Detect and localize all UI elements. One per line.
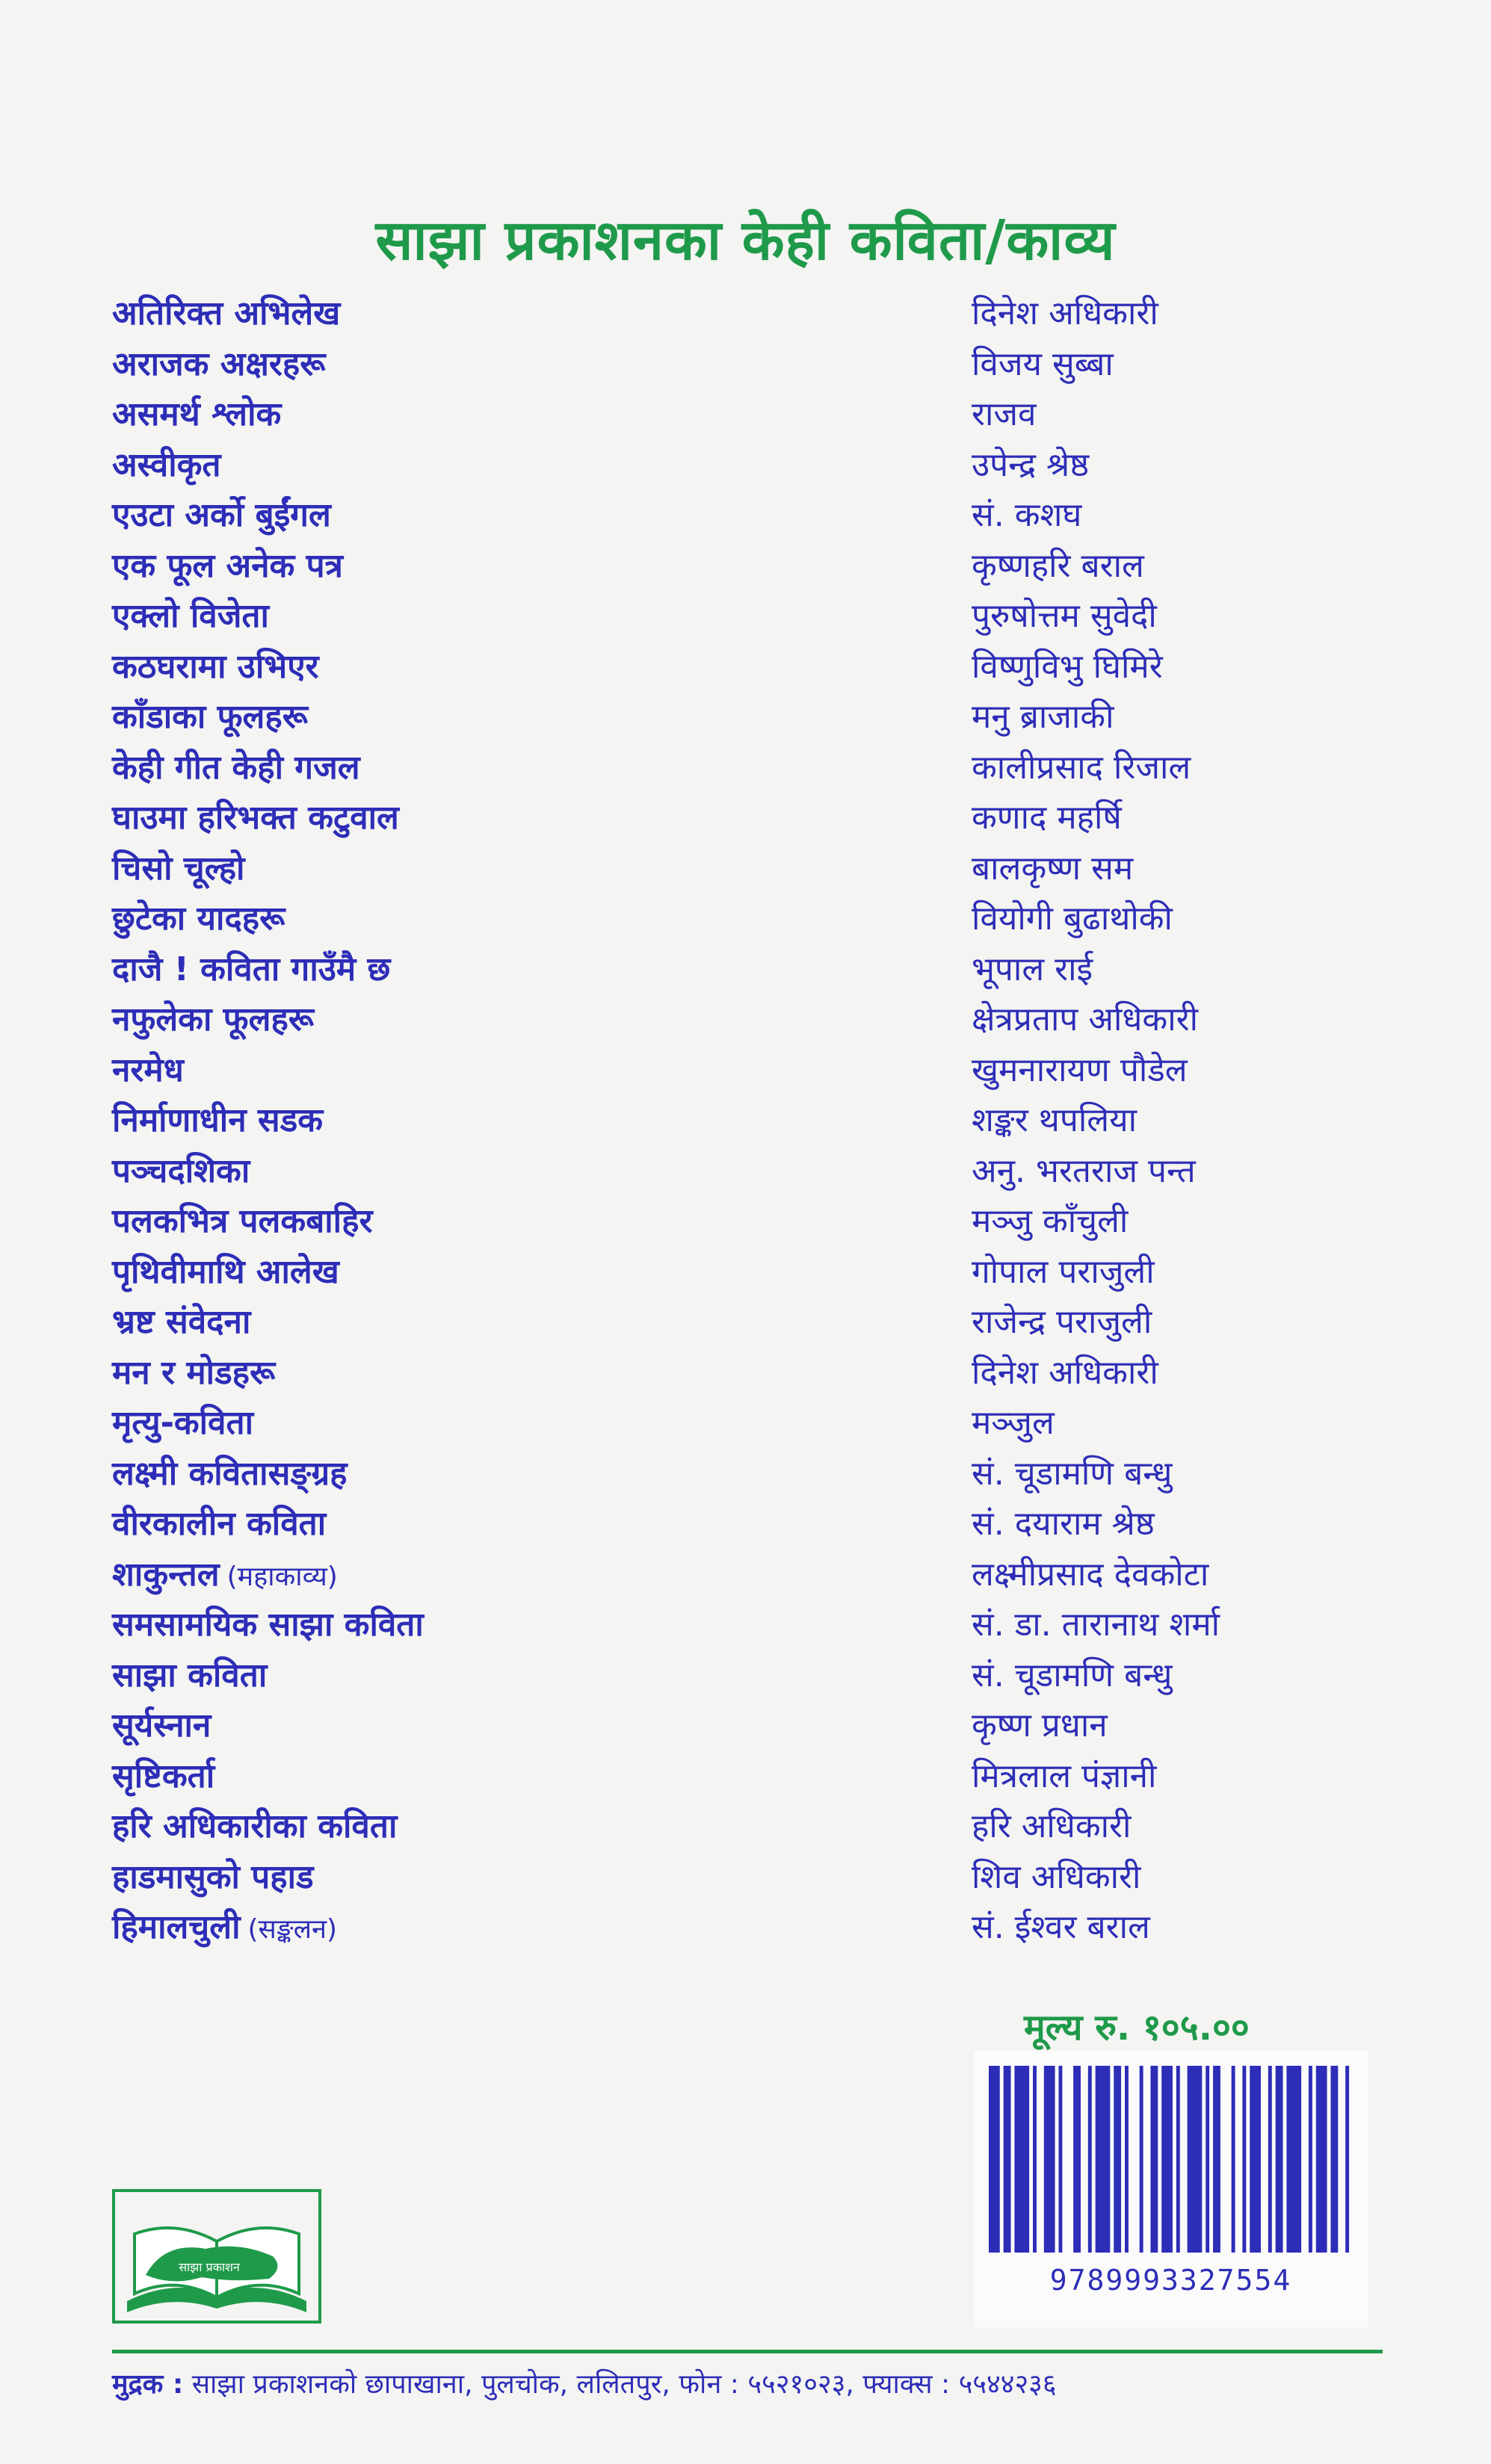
printer-info xyxy=(112,2365,1383,2401)
book-author: कणाद महर्षि xyxy=(972,799,1122,837)
book-row xyxy=(112,1553,1383,1603)
book-title-text: पृथिवीमाथि आलेख xyxy=(112,1252,339,1291)
book-title xyxy=(112,443,220,488)
book-title-text: छुटेका यादहरू xyxy=(112,900,285,938)
book-title xyxy=(112,1703,211,1748)
book-row xyxy=(112,1754,1383,1805)
book-title-text: अस्वीकृत xyxy=(112,445,221,484)
barcode-bar xyxy=(1213,2066,1220,2253)
book-title-text: शाकुन्तल xyxy=(112,1555,220,1594)
barcode-bar xyxy=(1309,2066,1312,2253)
book-author: विष्णुविभु घिमिरे xyxy=(972,647,1163,686)
book-author: सं. दयाराम श्रेष्ठ xyxy=(972,1505,1155,1543)
barcode-bars xyxy=(989,2066,1353,2268)
book-title xyxy=(112,1300,250,1345)
book-title-text: नरमेध xyxy=(112,1050,184,1089)
book-title xyxy=(112,1653,267,1698)
book-title-text: लक्ष्मी कवितासङ्ग्रह xyxy=(112,1454,348,1493)
barcode-bar xyxy=(989,2066,1000,2253)
book-title xyxy=(112,1452,348,1496)
book-author: मित्रलाल पंज्ञानी xyxy=(972,1756,1157,1795)
book-title-text: साझा कविता xyxy=(112,1656,268,1694)
book-title xyxy=(112,544,343,589)
barcode-bar xyxy=(1044,2066,1055,2253)
book-row xyxy=(112,1603,1383,1653)
footer-divider xyxy=(112,2350,1383,2353)
book-author: हरि अधिकारी xyxy=(972,1807,1132,1845)
book-title-text: कठघरामा उभिएर xyxy=(112,647,319,686)
book-row xyxy=(112,291,1383,342)
book-note: (महाकाव्य) xyxy=(226,1561,338,1592)
book-author: दिनेश अधिकारी xyxy=(972,294,1158,332)
barcode-bar xyxy=(1140,2066,1143,2253)
book-title-text: हिमालचुली xyxy=(112,1908,241,1946)
book-title xyxy=(112,897,285,941)
printer-label: मुद्रक : xyxy=(112,2369,184,2400)
book-title-text: पलकभित्र पलकबाहिर xyxy=(112,1202,373,1240)
book-author: कालीप्रसाद रिजाल xyxy=(972,748,1191,787)
book-title xyxy=(112,1098,323,1143)
book-title xyxy=(112,695,308,740)
book-title-text: असमर्थ श्लोक xyxy=(112,395,282,433)
book-title xyxy=(112,1149,250,1194)
book-title xyxy=(112,342,325,387)
barcode-bar xyxy=(1242,2066,1246,2253)
book-row xyxy=(112,1401,1383,1452)
book-title-text: भ्रष्ट संवेदना xyxy=(112,1303,251,1341)
barcode-bar xyxy=(1232,2066,1235,2253)
book-title-text: घाउमा हरिभक्त कटुवाल xyxy=(112,799,399,837)
book-row xyxy=(112,443,1383,494)
book-title-text: हाडमासुको पहाड xyxy=(112,1857,314,1896)
book-title-text: अतिरिक्त अभिलेख xyxy=(112,294,341,332)
book-author: उपेन्द्र श्रेष्ठ xyxy=(972,445,1090,484)
book-row xyxy=(112,1703,1383,1754)
book-row xyxy=(112,1149,1383,1200)
book-title xyxy=(112,392,281,437)
book-author: वियोगी बुढाथोकी xyxy=(972,900,1173,938)
book-title-text: समसामयिक साझा कविता xyxy=(112,1606,424,1644)
book-title-text: मन र मोडहरू xyxy=(112,1353,276,1392)
book-title xyxy=(112,846,244,891)
book-title-text: पञ्चदशिका xyxy=(112,1151,250,1190)
barcode-bar xyxy=(1088,2066,1092,2253)
barcode-bar xyxy=(1058,2066,1062,2253)
publisher-logo-icon xyxy=(112,2189,321,2324)
book-author: कृष्णहरि बराल xyxy=(972,546,1144,585)
book-title-text: एक्लो विजेता xyxy=(112,597,269,635)
book-title xyxy=(112,291,340,336)
barcode-bar xyxy=(1096,2066,1111,2253)
book-title-text: सृष्टिकर्ता xyxy=(112,1756,215,1795)
book-row xyxy=(112,392,1383,443)
book-author: मञ्जुल xyxy=(972,1404,1055,1442)
book-row xyxy=(112,1502,1383,1553)
book-title xyxy=(112,1401,253,1446)
barcode-bar xyxy=(1276,2066,1283,2253)
printer-details: साझा प्रकाशनको छापाखाना, पुलचोक, ललितपुर, फोन : ५५२१०२३, फ्याक्स : ५५४४२३६ xyxy=(191,2369,1057,2400)
book-row xyxy=(112,594,1383,645)
barcode-bar xyxy=(1250,2066,1261,2253)
book-author: मनु ब्राजाकी xyxy=(972,698,1114,736)
book-title xyxy=(112,1048,184,1093)
book-author: अनु. भरतराज पन्त xyxy=(972,1151,1196,1190)
barcode-bar xyxy=(1161,2066,1173,2253)
book-title xyxy=(112,1754,214,1799)
book-row xyxy=(112,796,1383,846)
book-title-text: निर्माणाधीन सडक xyxy=(112,1101,324,1139)
barcode-bar xyxy=(1033,2066,1037,2253)
barcode-bar xyxy=(1286,2066,1301,2253)
book-title xyxy=(112,1199,372,1244)
book-row xyxy=(112,493,1383,544)
barcode-bar xyxy=(1004,2066,1011,2253)
book-title xyxy=(112,1502,326,1547)
book-row xyxy=(112,1351,1383,1402)
book-author: खुमनारायण पौडेल xyxy=(972,1050,1188,1089)
barcode-bar xyxy=(1345,2066,1349,2253)
book-title-text: मृत्यु-कविता xyxy=(112,1404,253,1442)
book-title-text: नफुलेका फूलहरू xyxy=(112,1000,314,1038)
book-title xyxy=(112,796,399,841)
book-row xyxy=(112,1048,1383,1099)
book-row xyxy=(112,544,1383,595)
book-row xyxy=(112,342,1383,393)
book-row xyxy=(112,1098,1383,1149)
book-author: लक्ष्मीप्रसाद देवकोटा xyxy=(972,1555,1209,1594)
book-row xyxy=(112,1905,1383,1956)
book-title-text: केही गीत केही गजल xyxy=(112,748,360,787)
book-note: (सङ्कलन) xyxy=(247,1914,338,1945)
book-title xyxy=(112,1351,275,1396)
book-title xyxy=(112,594,269,639)
logo-text: साझा प्रकाशन xyxy=(179,2260,240,2274)
book-row xyxy=(112,1250,1383,1301)
book-author: विजय सुब्बा xyxy=(972,344,1114,383)
book-title xyxy=(112,1250,339,1295)
book-title xyxy=(112,1905,337,1952)
book-row xyxy=(112,746,1383,796)
book-row xyxy=(112,695,1383,746)
book-row xyxy=(112,1199,1383,1250)
barcode-bar xyxy=(1176,2066,1180,2253)
barcode-bar xyxy=(1188,2066,1203,2253)
book-title xyxy=(112,493,331,538)
book-title xyxy=(112,997,314,1042)
book-title-text: चिसो चूल्हो xyxy=(112,849,245,888)
page-title: साझा प्रकाशनका केही कविता/काव्य xyxy=(375,208,1116,273)
book-title xyxy=(112,947,390,992)
book-author: शङ्कर थपलिया xyxy=(972,1101,1137,1139)
barcode-bar xyxy=(1073,2066,1081,2253)
book-title-text: अराजक अक्षरहरू xyxy=(112,344,326,383)
barcode xyxy=(974,2051,1368,2327)
isbn-number: 9789993327554 xyxy=(1049,2264,1292,2297)
book-author: क्षेत्रप्रताप अधिकारी xyxy=(972,1000,1198,1038)
book-title xyxy=(112,746,360,790)
book-author: सं. चूडामणि बन्धु xyxy=(972,1656,1173,1694)
barcode-bar xyxy=(1330,2066,1338,2253)
book-row xyxy=(112,1300,1383,1351)
book-title xyxy=(112,1603,424,1647)
book-author: गोपाल पराजुली xyxy=(972,1252,1155,1291)
book-row xyxy=(112,997,1383,1048)
book-title-text: सूर्यस्नान xyxy=(112,1706,212,1745)
book-author: राजव xyxy=(972,395,1037,433)
book-row xyxy=(112,947,1383,998)
barcode-bar xyxy=(1014,2066,1029,2253)
book-title-text: वीरकालीन कविता xyxy=(112,1505,327,1543)
book-author: पुरुषोत्तम सुवेदी xyxy=(972,597,1157,635)
book-title-text: हरि अधिकारीका कविता xyxy=(112,1807,398,1845)
book-author: मञ्जु काँचुली xyxy=(972,1202,1129,1240)
book-row xyxy=(112,846,1383,897)
book-row xyxy=(112,1855,1383,1906)
book-title-text: काँडाका फूलहरू xyxy=(112,698,308,736)
book-row xyxy=(112,1452,1383,1502)
book-list xyxy=(112,291,1383,1956)
book-title xyxy=(112,1804,397,1849)
book-author: राजेन्द्र पराजुली xyxy=(972,1303,1152,1341)
book-author: सं. डा. तारानाथ शर्मा xyxy=(972,1606,1220,1644)
book-row xyxy=(112,1653,1383,1704)
barcode-bar xyxy=(1206,2066,1209,2253)
book-author: दिनेश अधिकारी xyxy=(972,1353,1158,1392)
book-author: सं. कशघ xyxy=(972,496,1082,534)
barcode-bar xyxy=(1316,2066,1327,2253)
price-label: मूल्य रु. १०५.०० xyxy=(1024,2007,1250,2049)
book-author: कृष्ण प्रधान xyxy=(972,1706,1108,1745)
book-title xyxy=(112,645,319,690)
barcode-bar xyxy=(1150,2066,1158,2253)
barcode-bar xyxy=(1114,2066,1121,2253)
book-row xyxy=(112,1804,1383,1855)
book-title xyxy=(112,1855,314,1900)
book-author: बालकृष्ण सम xyxy=(972,849,1134,888)
barcode-bar xyxy=(1268,2066,1272,2253)
book-row xyxy=(112,645,1383,696)
book-author: सं. ईश्वर बराल xyxy=(972,1908,1150,1946)
barcode-bar xyxy=(1125,2066,1129,2253)
book-title-text: एक फूल अनेक पत्र xyxy=(112,546,343,585)
book-author: भूपाल राई xyxy=(972,950,1093,988)
book-author: सं. चूडामणि बन्धु xyxy=(972,1454,1173,1493)
book-row xyxy=(112,897,1383,947)
book-author: शिव अधिकारी xyxy=(972,1857,1141,1896)
book-title xyxy=(112,1553,338,1600)
book-title-text: एउटा अर्को बुईंगल xyxy=(112,496,331,534)
book-title-text: दाजै ! कविता गाउँमै छ xyxy=(112,950,391,988)
